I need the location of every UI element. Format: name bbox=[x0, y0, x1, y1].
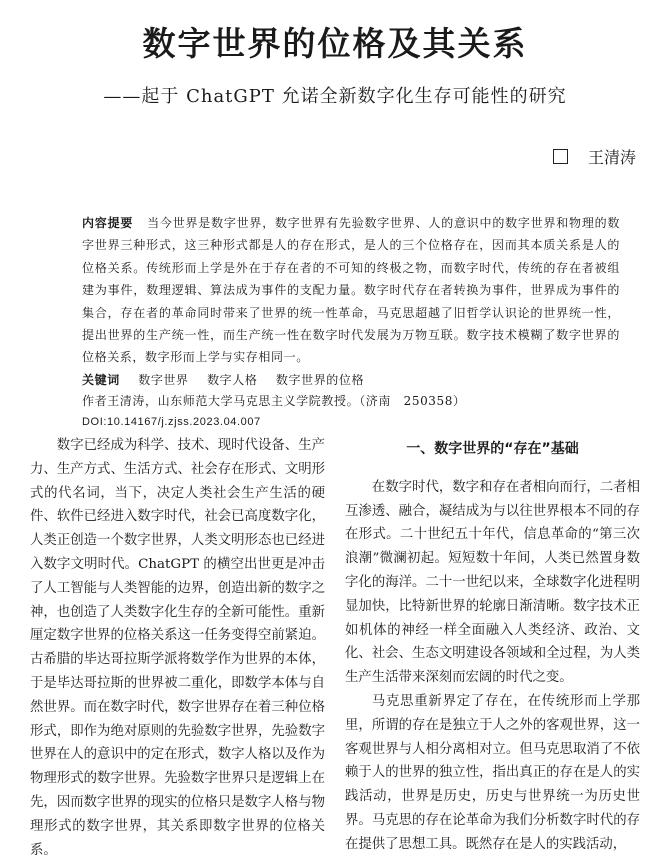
article-subtitle: ——起于 ChatGPT 允诺全新数字化生存可能性的研究 bbox=[103, 86, 567, 107]
left-column bbox=[30, 434, 325, 862]
author-line bbox=[553, 145, 636, 168]
body-paragraph: 在数字时代，数字和存在者相向而行，二者相互渗透、融合，凝结成为与以往世界根本不同的存在形式。二十世纪五十年代，信息革命的“第三次浪潮”微澜初起。短短数十年间，人类已然置身数字化的海洋。二十一世纪以来，全球数字化进程明显加快，比特新世界的轮廓日渐清晰。数字技术正如机体的神经一样全面融入人类经济、政治、文化、社会、生态文明建设各领域和全过程，为人类生产生活带来深刻而宏阔的时代之变。 bbox=[345, 479, 640, 686]
abstract-paragraph bbox=[82, 212, 620, 369]
keyword-item: 数字人格 bbox=[207, 372, 258, 387]
right-column bbox=[345, 434, 640, 857]
article-title: 数字世界的位格及其关系 bbox=[142, 24, 528, 63]
abstract-label: 内容提要 bbox=[82, 216, 134, 230]
body-paragraph: 数字已经成为科学、技术、现时代设备、生产力、生产方式、生活方式、社会存在形式、文明形式的代名词，当下，决定人类社会生产生活的硬件、软件已经进入数字时代，社会已高度数字化，人类正创造一个数字世界，人类文明形态也已经进入数字文明时代。ChatGPT 的横空出世更是冲击了人工智能与人类智能的边界，创造出新的数字之神，也创造了人类数字化生存的全新可能性。重新厘定数字世界的位格关系这一任务变得空前紧迫。古希腊的毕达哥拉斯学派将数学作为世界的本体，于是毕达哥拉斯的世界被二重化，即数学本体与自然世界。而在数字时代，数字世界存在着三种位格形式，即作为绝对原则的先验数字世界，先验数字世界在人的意识中的定在形式，数字人格以及作为物理形式的数字世界。先验数字世界只是逻辑上在先，因而数字世界的现实的位格只是数字人格与物理形式的数字世界，其关系即数字世界的位格关系。 bbox=[30, 438, 325, 858]
section-heading: 一、数字世界的“存在”基础 bbox=[406, 441, 579, 457]
doi: DOI:10.14167/j.zjss.2023.04.007 bbox=[82, 416, 261, 429]
keyword-item: 数字世界 bbox=[138, 372, 189, 387]
body-paragraph: 马克思重新界定了存在，在传统形而上学那里，所谓的存在是独立于人之外的客观世界，这一客观世界与人相分离相对立。但马克思取消了不依赖于人的世界的独立性，指出真正的存在是人的实践活动，世界是历史，历史与世界统一为历史世界。马克思的存在论革命为我们分析数字时代的存在提供了思想工具。既然存在是人的实践活动， bbox=[345, 693, 640, 852]
abstract-text: 当今世界是数字世界，数字世界有先验数字世界、人的意识中的数字世界和物理的数字世界三种形式，这三种形式都是人的存在形式，是人的三个位格存在，因而其本质关系是人的位格关系。传统形而上学是外在于存在者的不可知的终极之物，而数字时代，传统的存在者被组建为事件，数理逻辑、算法成为事件的支配力量。数字时代存在者转换为事件，世界成为事件的集合，存在者的革命同时带来了世界的统一性革命，马克思超越了旧哲学认识论的世界统一性，提出世界的生产统一性，而生产统一性在数字时代发展为万物互联。数字技术模糊了数字世界的位格关系，数字形而上学与实存相同一。 bbox=[82, 216, 620, 365]
square-marker-icon bbox=[553, 149, 568, 164]
author-name: 王清涛 bbox=[587, 148, 636, 167]
keywords-label: 关键词 bbox=[82, 372, 120, 387]
author-note: 作者王清涛，山东师范大学马克思主义学院教授。（济南 250358） bbox=[82, 394, 466, 409]
abstract-block bbox=[82, 212, 620, 434]
keyword-item: 数字世界的位格 bbox=[275, 372, 365, 387]
keywords-line bbox=[82, 369, 620, 391]
